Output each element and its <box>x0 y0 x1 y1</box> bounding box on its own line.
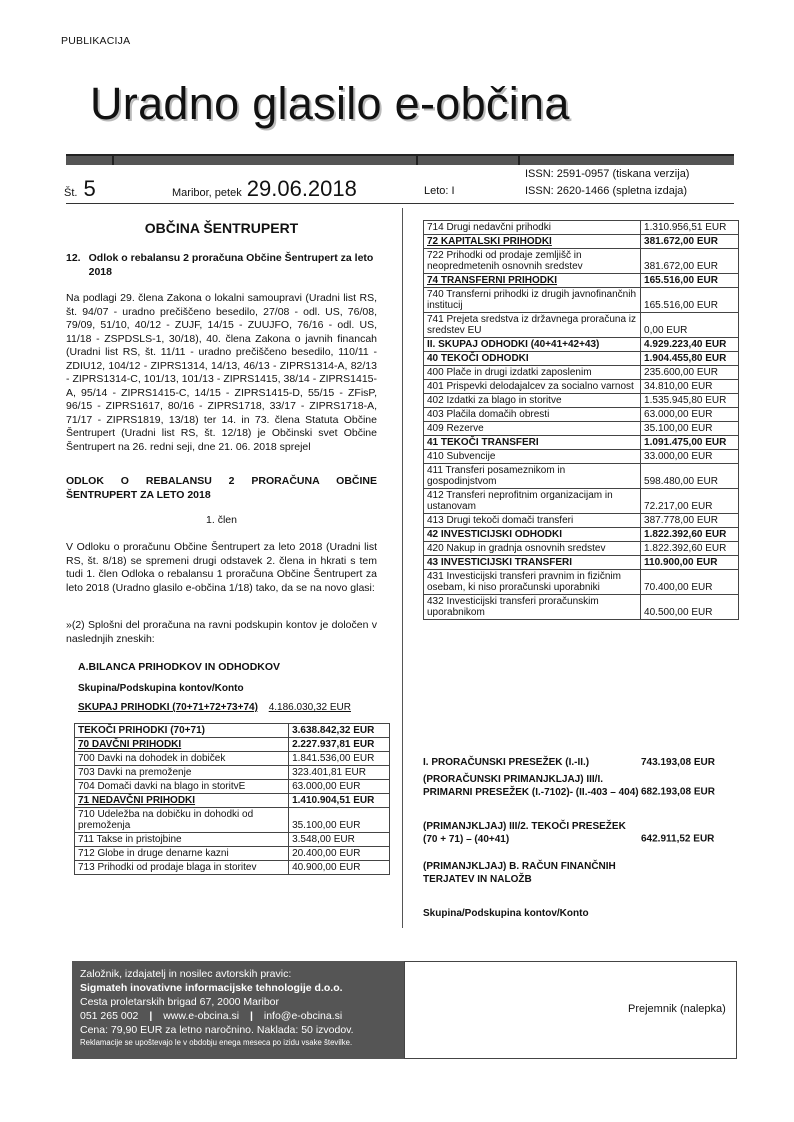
article-heading: 1. člen <box>206 514 237 526</box>
table-row <box>75 724 390 738</box>
table-row <box>424 338 739 352</box>
table-row <box>424 450 739 464</box>
contact-separator-2: | <box>250 1010 253 1022</box>
row-label: 431 Investicijski transferi pravnim in fizičnim osebam, ki niso proračunski uporabniki <box>424 570 641 595</box>
year-label: Leto: I <box>424 185 455 197</box>
row-label: 413 Drugi tekoči domači transferi <box>424 514 641 528</box>
skupaj-prihodki-value: 4.186.030,32 EUR <box>268 702 351 713</box>
table-row <box>75 738 390 752</box>
row-label: 400 Plače in drugi izdatki zaposlenim <box>424 366 641 380</box>
sum1-label: I. PRORAČUNSKI PRESEŽEK (I.-II.) <box>423 757 590 768</box>
row-label: 711 Takse in pristojbine <box>75 833 289 847</box>
table-row <box>424 436 739 450</box>
masthead-rule <box>66 154 734 165</box>
row-value: 1.904.455,80 EUR <box>641 352 739 366</box>
row-value: 381.672,00 EUR <box>641 249 739 274</box>
table-row <box>424 221 739 235</box>
row-value: 1.822.392,60 EUR <box>641 542 739 556</box>
row-label: 700 Davki na dohodek in dobiček <box>75 752 289 766</box>
issue-number <box>64 176 96 202</box>
row-label: 411 Transferi posameznikom in gospodinjstvom <box>424 464 641 489</box>
place-day: Maribor, petek <box>172 187 242 199</box>
row-value: 110.900,00 EUR <box>641 556 739 570</box>
sum2-label: (PRORAČUNSKI PRIMANJKLJAJ) III/I. PRIMARNI PRESEŽEK (I.-7102)- (II.-403 – 404) <box>423 774 639 798</box>
article-paragraph-2: »(2) Splošni del proračuna na ravni podskupin kontov je določen v naslednjih zneskih: <box>66 619 377 645</box>
issn-web: ISSN: 2620-1466 (spletna izdaja) <box>525 185 688 197</box>
row-label: 401 Prispevki delodajalcev za socialno varnost <box>424 380 641 394</box>
table-row <box>75 808 390 833</box>
row-value: 34.810,00 EUR <box>641 380 739 394</box>
publisher-intro: Založnik, izdajatelj in nosilec avtorskih pravic: <box>80 968 292 980</box>
row-label: 713 Prihodki od prodaje blaga in storitev <box>75 861 289 875</box>
row-value: 598.480,00 EUR <box>641 464 739 489</box>
table-row <box>424 464 739 489</box>
table-row <box>424 366 739 380</box>
publisher-phone: 051 265 002 <box>80 1010 139 1022</box>
table-row <box>424 235 739 249</box>
row-label: 41 TEKOČI TRANSFERI <box>424 436 641 450</box>
skupaj-prihodki-label: SKUPAJ PRIHODKI (70+71+72+73+74) <box>78 702 258 713</box>
table-row <box>424 542 739 556</box>
row-value: 2.227.937,81 EUR <box>289 738 390 752</box>
row-value: 381.672,00 EUR <box>641 235 739 249</box>
row-value: 1.535.945,80 EUR <box>641 394 739 408</box>
table-row <box>75 794 390 808</box>
sum1-value: 743.193,08 EUR <box>641 757 715 768</box>
table-row <box>75 833 390 847</box>
complaints-note: Reklamacije se upoštevajo le v obdobju enega meseca po izidu vsake številke. <box>80 1038 353 1047</box>
row-label: TEKOČI PRIHODKI (70+71) <box>75 724 289 738</box>
skupina-label: Skupina/Podskupina kontov/Konto <box>78 683 244 694</box>
table-row <box>424 556 739 570</box>
row-value: 1.410.904,51 EUR <box>289 794 390 808</box>
row-value: 3.548,00 EUR <box>289 833 390 847</box>
issn-print: ISSN: 2591-0957 (tiskana verzija) <box>525 168 690 180</box>
row-value: 40.900,00 EUR <box>289 861 390 875</box>
row-value: 0,00 EUR <box>641 313 739 338</box>
preamble: Na podlagi 29. člena Zakona o lokalni samoupravi (Uradni list RS, št. 94/07 - uradno prečiščeno besedilo, 27/08 - odl. US, 76/08, 79/09, 51/10, 40/12 - ZUJF, 14/15 - ZUUJFO, 76/16 - odl. US, 11/18 - ZSPDSLS-1, 30/18), 40. člena Zakona o javnih financah (Uradni list RS, št. 11/11 - uradno prečiščeno besedilo, 110/11 - ZDIU12, 104/12 - ZIPRS1314, 14/13, 46/13 - ZIPRS1314-A, 82/13 - ZIPRS1314-C, 101/13, 101/13 - ZIPRS1415, 38/14 - ZIPRS1415-A, 95/14 - ZIPRS1415-C, 14/15 - ZIPRS1415-D, 55/15 - ZFisP, 96/15 - ZIPRS1617, 80/16 - ZIPRS1718, 33/17 - ZIPRS1718-A, 71/17 - ZIPRS1819, 13/18) ter 14. in 73. člena Statuta Občine Šentrupert (Uradni list RS, št. 12/18) je Občinski svet Občine Šentrupert na 26. redni seji, dne 21. 06. 2018 sprejel <box>66 292 377 453</box>
publisher-contacts <box>80 1009 396 1023</box>
row-value: 20.400,00 EUR <box>289 847 390 861</box>
row-value: 33.000,00 EUR <box>641 450 739 464</box>
row-label: 412 Transferi neprofitnim organizacijam in ustanovam <box>424 489 641 514</box>
row-label: 43 INVESTICIJSKI TRANSFERI <box>424 556 641 570</box>
sum3-label: (PRIMANJKLJAJ) III/2. TEKOČI PRESEŽEK (70 + 71) – (40+41) <box>423 821 626 845</box>
row-value: 1.091.475,00 EUR <box>641 436 739 450</box>
table-row <box>424 352 739 366</box>
act-title-text: Odlok o rebalansu 2 proračuna Občine Šentrupert za leto 2018 <box>88 252 374 278</box>
publisher-name: Sigmateh inovativne informacijske tehnologije d.o.o. <box>80 982 343 994</box>
table-row <box>424 489 739 514</box>
row-label: 410 Subvencije <box>424 450 641 464</box>
publication-label: PUBLIKACIJA <box>61 35 131 47</box>
table-row <box>75 766 390 780</box>
skupaj-prihodki <box>78 702 351 713</box>
row-label: 409 Rezerve <box>424 422 641 436</box>
publisher-footer <box>72 961 404 1059</box>
odlok-heading: ODLOK O REBALANSU 2 PRORAČUNA OBČINE ŠENTRUPERT ZA LETO 2018 <box>66 475 377 501</box>
contact-separator: | <box>149 1010 153 1022</box>
row-label: 72 KAPITALSKI PRIHODKI <box>424 235 641 249</box>
row-label: 712 Globe in druge denarne kazni <box>75 847 289 861</box>
table-row <box>75 861 390 875</box>
row-value: 72.217,00 EUR <box>641 489 739 514</box>
row-label: 740 Transferni prihodki iz drugih javnofinančnih institucij <box>424 288 641 313</box>
row-label: 70 DAVČNI PRIHODKI <box>75 738 289 752</box>
right-skupina-label: Skupina/Podskupina kontov/Konto <box>423 908 589 919</box>
article-paragraph: V Odloku o proračunu Občine Šentrupert za leto 2018 (Uradni list RS, št. 8/18) se spremeni drugi odstavek 2. člena in hkrati s tem tudi 1. člen Odloka o rebalansu 1 proračuna Občine Šentrupert za leto 2018 (Uradno glasilo e-občina 1/18) tako, da se na novo glasi: <box>66 541 377 594</box>
row-label: 402 Izdatki za blago in storitve <box>424 394 641 408</box>
table-row <box>424 288 739 313</box>
row-value: 165.516,00 EUR <box>641 274 739 288</box>
row-label: 74 TRANSFERNI PRIHODKI <box>424 274 641 288</box>
table-row <box>424 422 739 436</box>
sum2-value: 682.193,08 EUR <box>641 786 715 798</box>
table-row <box>424 528 739 542</box>
table-row <box>424 274 739 288</box>
header-divider <box>66 203 734 204</box>
summary-tekoci-presezek <box>423 821 739 846</box>
obcina-heading: OBČINA ŠENTRUPERT <box>144 220 299 236</box>
row-label: 42 INVESTICIJSKI ODHODKI <box>424 528 641 542</box>
summary-proracunski-presezek <box>423 757 739 770</box>
table-row <box>424 570 739 595</box>
table-row <box>75 752 390 766</box>
row-label: 710 Udeležba na dobičku in dohodki od premoženja <box>75 808 289 833</box>
row-value: 1.822.392,60 EUR <box>641 528 739 542</box>
price-note: Cena: 79,90 EUR za letno naročnino. Naklada: 50 izvodov. <box>80 1024 354 1036</box>
table-row <box>75 780 390 794</box>
row-value: 235.600,00 EUR <box>641 366 739 380</box>
right-finance-table <box>423 220 739 620</box>
table-row <box>424 595 739 620</box>
table-row <box>424 313 739 338</box>
row-value: 70.400,00 EUR <box>641 570 739 595</box>
act-number: 12. <box>66 252 81 264</box>
act-title <box>66 252 377 279</box>
row-label: 714 Drugi nedavčni prihodki <box>424 221 641 235</box>
issue-date <box>172 176 357 202</box>
row-value: 63.000,00 EUR <box>289 780 390 794</box>
table-row <box>424 408 739 422</box>
row-label: 403 Plačila domačih obresti <box>424 408 641 422</box>
publisher-address: Cesta proletarskih brigad 67, 2000 Maribor <box>80 996 280 1008</box>
row-label: 432 Investicijski transferi proračunskim uporabnikom <box>424 595 641 620</box>
table-row <box>424 514 739 528</box>
table-row <box>75 847 390 861</box>
table-row <box>424 249 739 274</box>
publisher-email-link[interactable]: info@e-obcina.si <box>263 1010 343 1022</box>
row-label: 741 Prejeta sredstva iz državnega proračuna iz sredstev EU <box>424 313 641 338</box>
left-finance-table <box>74 723 390 875</box>
row-value: 165.516,00 EUR <box>641 288 739 313</box>
row-label: 722 Prihodki od prodaje zemljišč in neopredmetenih osnovnih sredstev <box>424 249 641 274</box>
row-value: 63.000,00 EUR <box>641 408 739 422</box>
row-label: II. SKUPAJ ODHODKI (40+41+42+43) <box>424 338 641 352</box>
row-label: 703 Davki na premoženje <box>75 766 289 780</box>
row-label: 420 Nakup in gradnja osnovnih sredstev <box>424 542 641 556</box>
table-row <box>424 380 739 394</box>
column-divider <box>402 208 403 928</box>
row-value: 1.841.536,00 EUR <box>289 752 390 766</box>
row-value: 387.778,00 EUR <box>641 514 739 528</box>
row-label: 71 NEDAVČNI PRIHODKI <box>75 794 289 808</box>
row-value: 4.929.223,40 EUR <box>641 338 739 352</box>
row-value: 40.500,00 EUR <box>641 595 739 620</box>
row-value: 1.310.956,51 EUR <box>641 221 739 235</box>
recipient-label: Prejemnik (nalepka) <box>628 1003 726 1015</box>
summary-racun-financnih-terjatev: (PRIMANJKLJAJ) B. RAČUN FINANČNIH TERJATEV IN NALOŽB <box>423 861 616 885</box>
issue-value: 5 <box>83 176 96 201</box>
bilanca-heading: A.BILANCA PRIHODKOV IN ODHODKOV <box>78 661 281 673</box>
row-value: 35.100,00 EUR <box>641 422 739 436</box>
row-label: 704 Domači davki na blago in storitvE <box>75 780 289 794</box>
row-value: 35.100,00 EUR <box>289 808 390 833</box>
summary-primarni-presezek <box>423 774 739 799</box>
row-value: 3.638.842,32 EUR <box>289 724 390 738</box>
table-row <box>424 394 739 408</box>
publisher-web-link[interactable]: www.e-obcina.si <box>163 1010 240 1022</box>
issue-label: Št. <box>64 187 78 199</box>
masthead-title: Uradno glasilo e-občina <box>90 78 570 129</box>
sum3-value: 642.911,52 EUR <box>641 833 715 845</box>
date-value: 29.06.2018 <box>246 176 357 201</box>
row-label: 40 TEKOČI ODHODKI <box>424 352 641 366</box>
row-value: 323.401,81 EUR <box>289 766 390 780</box>
